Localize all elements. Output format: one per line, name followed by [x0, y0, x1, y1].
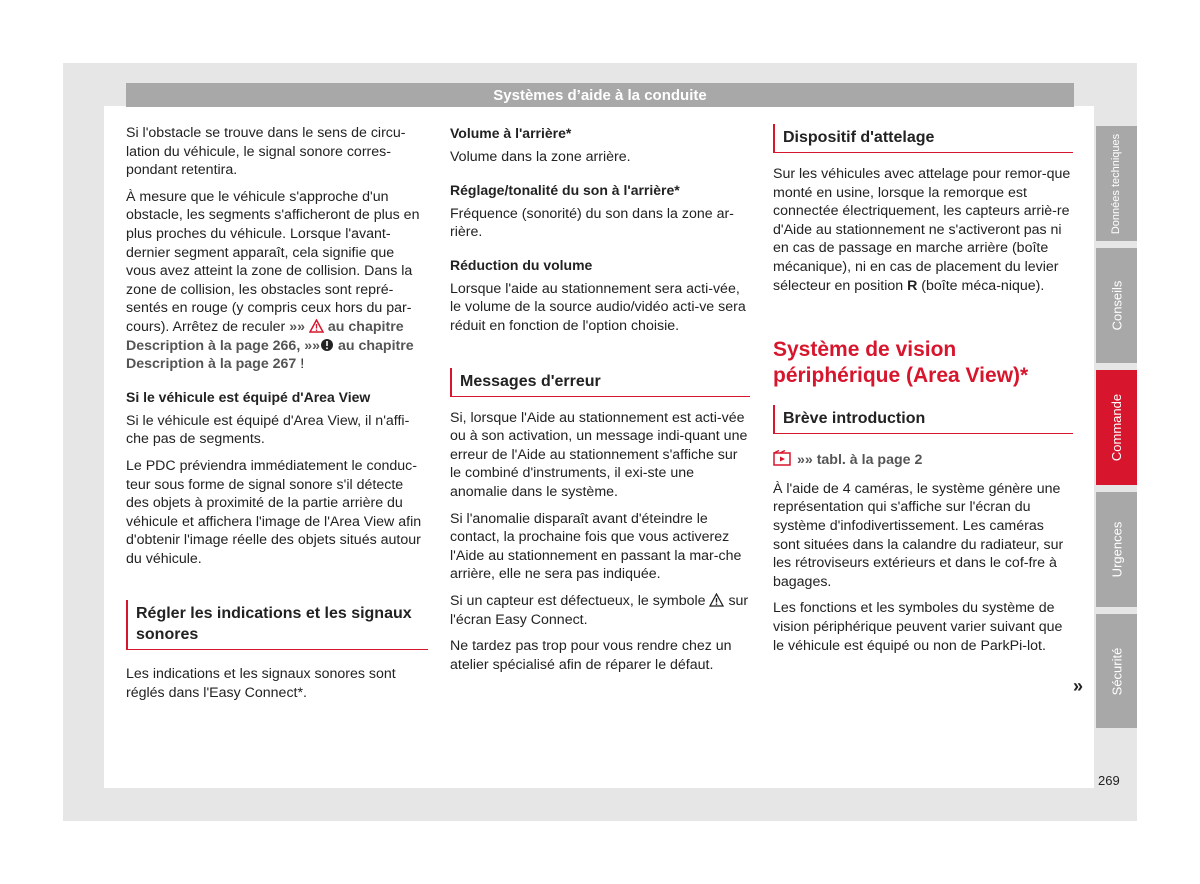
- tab-urgences[interactable]: [1096, 492, 1137, 607]
- paragraph-text: À mesure que le véhicule s'approche d'un obstacle, les segments s'afficheront de plus en plus proches du véhicule. Lorsque l'avant-dernier segment apparaît, cela signifie que vous avez atteint la zone de collision. Dans la zone de collision, les obstacles sont repré-sentés en rouge (y compris ceux hors du par-cours). Arrêtez de reculer: [126, 188, 420, 335]
- paragraph: [126, 188, 428, 374]
- tab-donnees-techniques[interactable]: [1096, 126, 1137, 241]
- subheading: Si le véhicule est équipé d'Area View: [126, 388, 371, 405]
- continue-arrow-icon: »: [1073, 676, 1084, 696]
- paragraph: À l'aide de 4 caméras, le système génère une représentation qui s'affiche sur l'écran du système d'infodivertissement. Les caméras sont situées dans la calandre du radiateur, sur les rétroviseurs extérieurs et dans le cof-fre à bagages.: [773, 480, 1064, 590]
- paragraph: Les indications et les signaux sonores sont réglés dans l'Easy Connect*.: [126, 666, 396, 702]
- paragraph: Si, lorsque l'Aide au stationnement est acti-vée ou à son activation, un message indi-quant une erreur de l'Aide au stationnement s'affiche sur le combiné d'instruments, il exi-ste une anomalie dans le système.: [450, 409, 748, 500]
- section-heading: Dispositif d'attelage: [773, 124, 1073, 153]
- section-heading: Brève introduction: [773, 405, 1073, 434]
- tab-label: Sécurité: [1109, 647, 1125, 695]
- chapter-header: Systèmes d’aide à la conduite: [126, 83, 1074, 107]
- gear-position-label: R: [907, 277, 918, 294]
- tab-label: Commande: [1109, 393, 1125, 462]
- paragraph: Les fonctions et les symboles du système de vision périphérique peuvent varier suivant que le véhicule est équipé ou non de ParkPi-lot.: [773, 600, 1063, 654]
- cross-reference-link[interactable]: tabl. à la page 2: [816, 452, 923, 469]
- subheading: Volume à l'arrière*: [450, 125, 572, 141]
- paragraph: Si l'anomalie disparaît avant d'éteindre le contact, la prochaine fois que vous activerez l'Aide au stationnement en passant la mar-che arrière, elle ne sera pas indiquée.: [450, 510, 742, 583]
- tab-securite[interactable]: [1096, 614, 1137, 728]
- chapter-title: Système de vision périphérique (Area View)*: [773, 338, 1029, 388]
- page-number: 269: [1098, 773, 1120, 788]
- tab-label: Données techniques: [1110, 133, 1123, 234]
- section-heading: Messages d'erreur: [450, 368, 750, 397]
- column-left: [126, 124, 428, 711]
- paragraph: Ne tardez pas trop pour vous rendre chez un atelier spécialisé afin de réparer le défaut.: [450, 638, 732, 673]
- column-middle: [450, 124, 750, 682]
- punctuation: !: [296, 356, 305, 373]
- paragraph: Si l'obstacle se trouve dans le sens de circu-lation du véhicule, le signal sonore corres-pondant retentira.: [126, 125, 406, 179]
- table-reference: [773, 450, 1073, 470]
- tab-label: Conseils: [1109, 280, 1125, 331]
- subheading: Réglage/tonalité du son à l'arrière*: [450, 181, 680, 198]
- paragraph-text: Si un capteur est défectueux, le symbole: [450, 592, 706, 609]
- cross-reference-link[interactable]: au chapitre Description à la page 266,: [126, 318, 404, 354]
- arrow-marker: »»: [796, 452, 813, 469]
- warning-icon: [709, 593, 724, 607]
- paragraph-text: sur l'écran Easy Connect.: [450, 592, 749, 628]
- arrow-marker: »»: [304, 337, 320, 354]
- column-right: [773, 124, 1073, 663]
- subheading: Réduction du volume: [450, 256, 593, 273]
- paragraph: Le PDC préviendra immédiatement le conduc-teur sous forme de signal sonore s'il détecte des objets à proximité de la partie arrière du véhicule et affichera l'image de l'Area View afin d'obtenir l'image réelle des objets situés autour du véhicule.: [126, 457, 422, 567]
- paragraph: [773, 165, 1073, 295]
- paragraph: [450, 592, 750, 629]
- paragraph-text: Sur les véhicules avec attelage pour remor-que monté en usine, lorsque la remorque est connectée électriquement, les capteurs arriè-re d'Aide au stationnement ne s'activeront pas ni en cas de passage en marche arrière (boîte mécanique), ni en cas de placement du levier sélecteur en position: [773, 166, 1071, 294]
- paragraph-text: (boîte méca-nique).: [917, 277, 1045, 294]
- section-heading: Régler les indications et les signaux sonores: [126, 600, 428, 650]
- tab-label: Urgences: [1109, 521, 1125, 578]
- info-icon: [320, 338, 334, 352]
- cross-reference-link[interactable]: au chapitre Description à la page 267: [126, 337, 414, 373]
- paragraph: Lorsque l'aide au stationnement sera acti-vée, le volume de la source audio/vidéo acti-ve sera réduit en fonction de l'option choisie.: [450, 280, 746, 334]
- arrow-marker: »»: [289, 318, 306, 335]
- tab-conseils[interactable]: [1096, 248, 1137, 363]
- warning-icon: [309, 319, 324, 333]
- tab-commande[interactable]: [1096, 370, 1137, 485]
- video-icon: [773, 450, 793, 466]
- paragraph: Volume dans la zone arrière.: [450, 149, 631, 165]
- paragraph: Fréquence (sonorité) du son dans la zone ar-rière.: [450, 205, 734, 241]
- paragraph: Si le véhicule est équipé d'Area View, il n'affi-che pas de segments.: [126, 412, 410, 448]
